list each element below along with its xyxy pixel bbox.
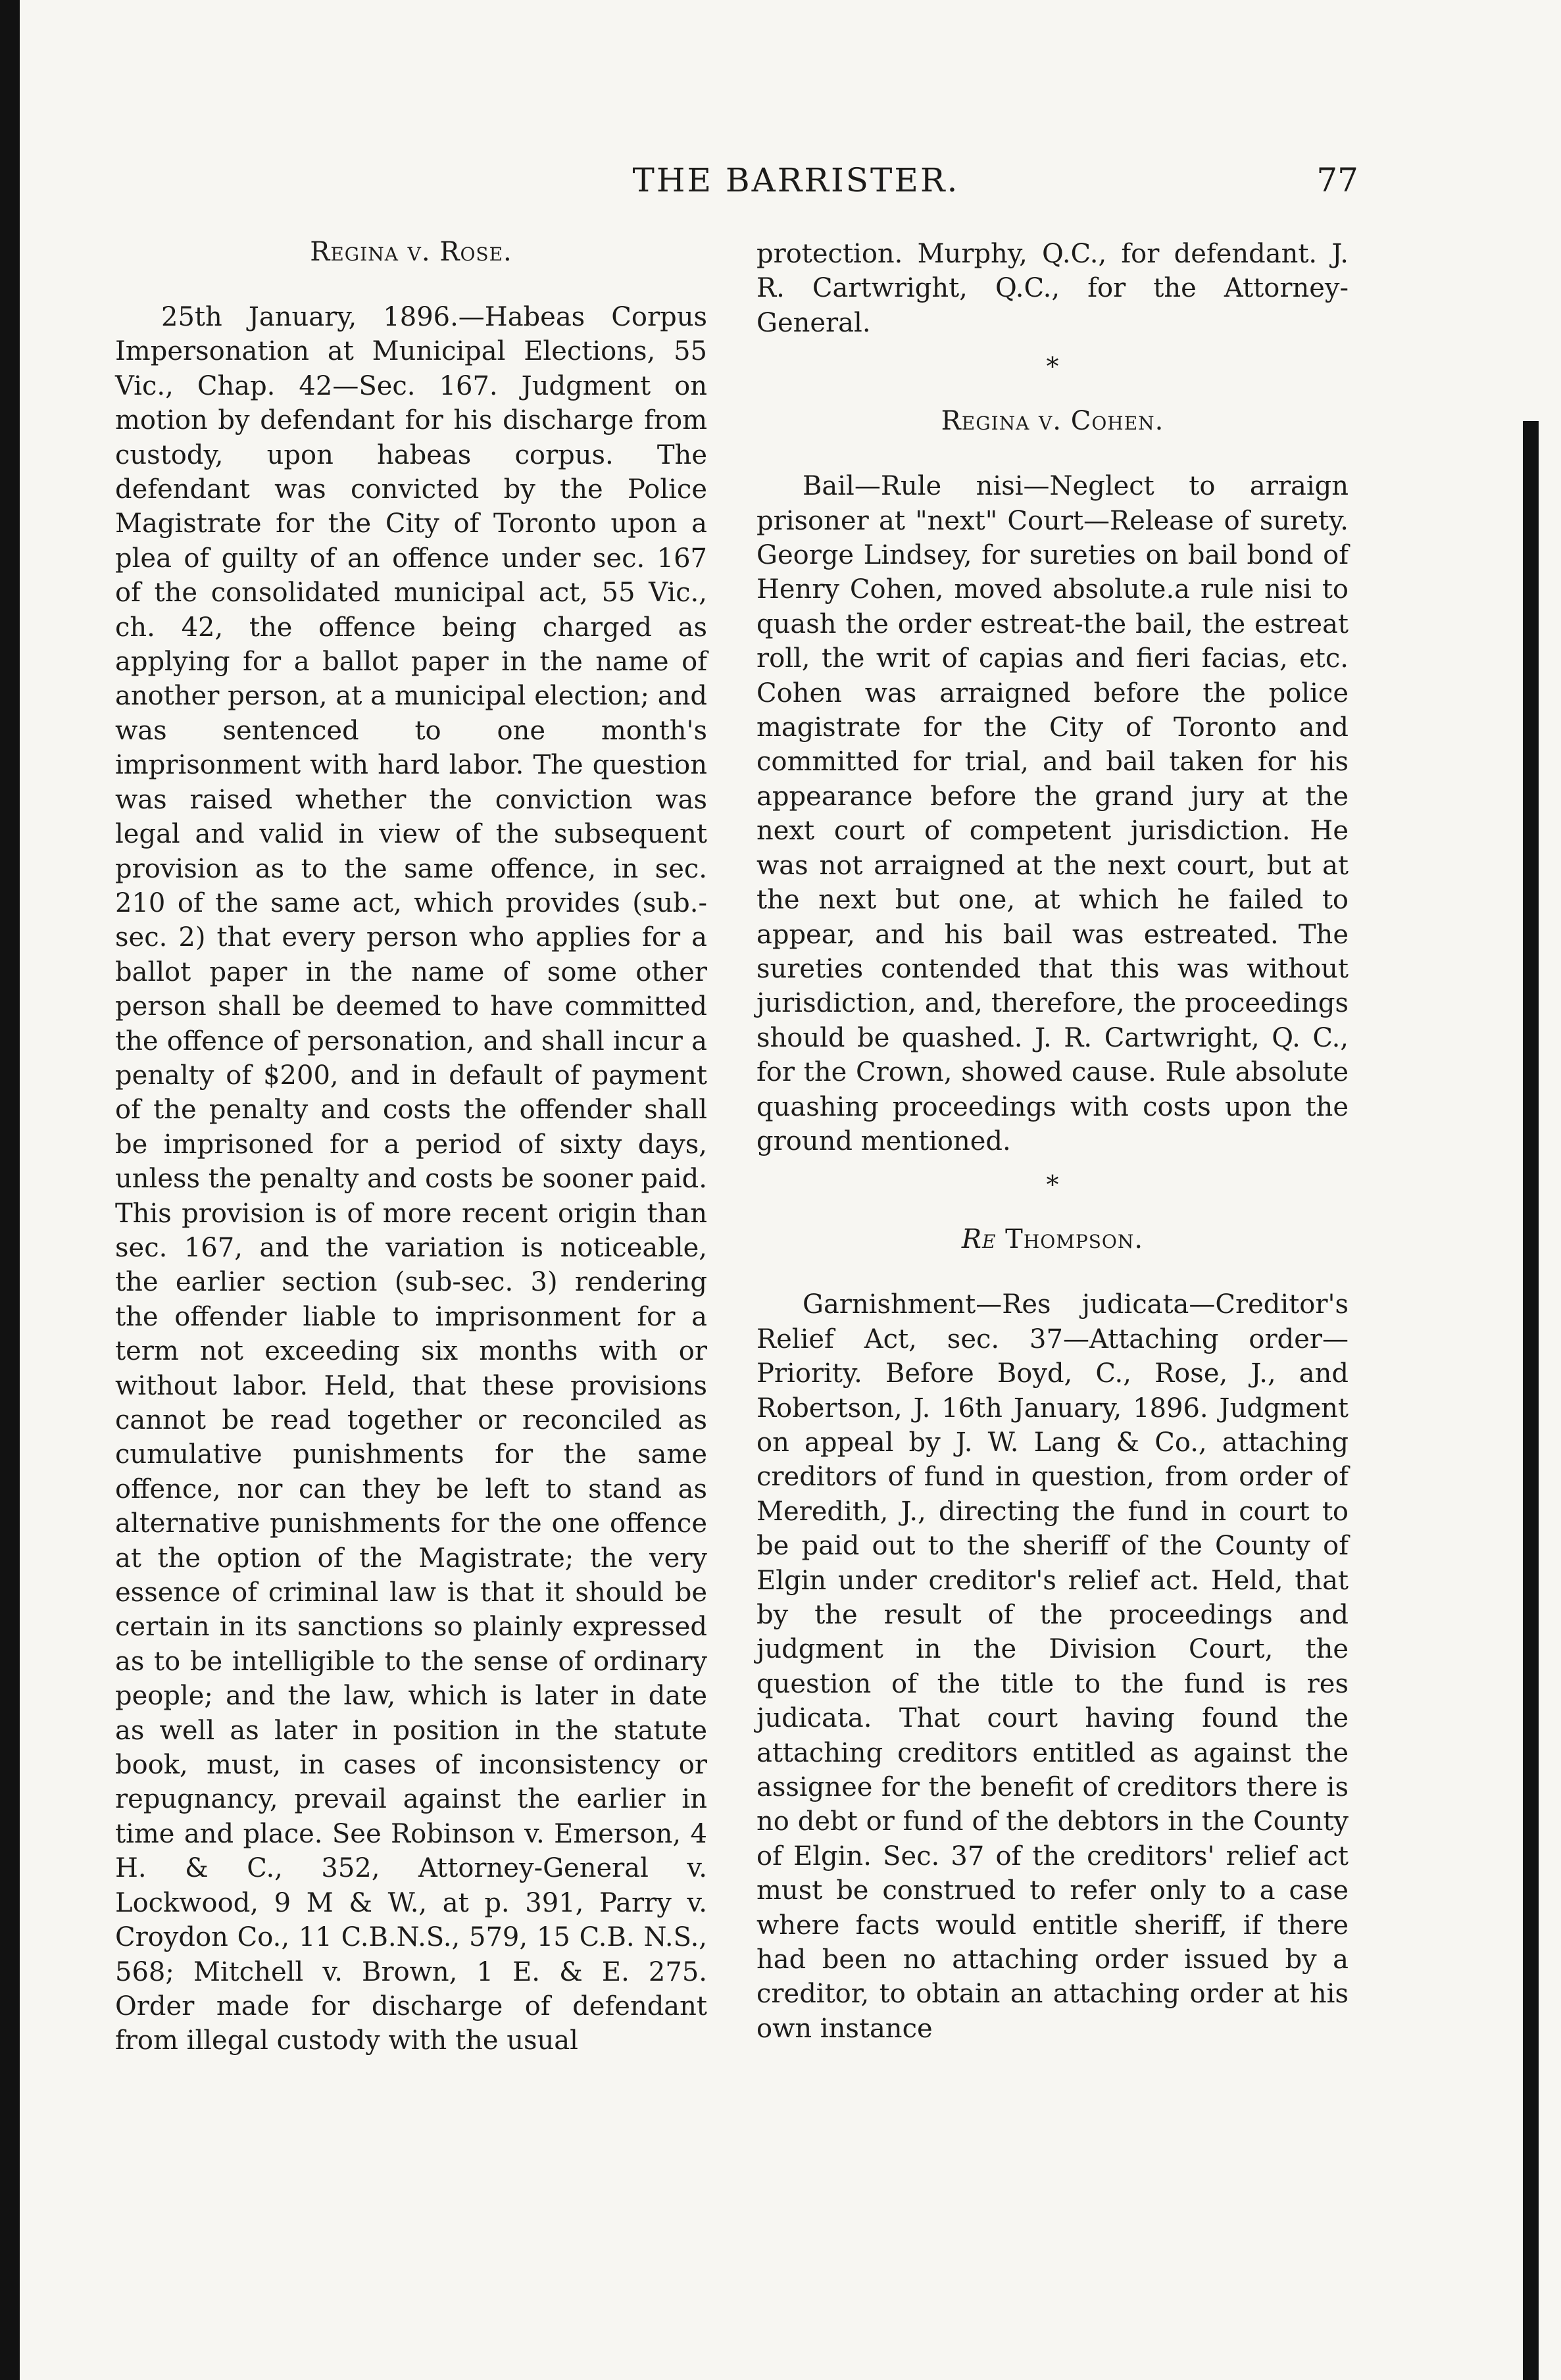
case-title-prefix: Re (961, 1224, 997, 1255)
left-column (115, 237, 707, 2058)
section-separator: * (1046, 352, 1059, 382)
case-body-regina-v-cohen: Bail—Rule nisi—Neglect to arraign prisoner at "next" Court—Release of surety. George Lindsey, for sureties on bail bond of Henry Cohen, moved absolute.a rule nisi to quash the order estreat-the bail, the estreat roll, the writ of capias and fieri facias, etc. Cohen was arraigned before the police magistrate for the City of Toronto and committed for trial, and bail taken for his appearance before the grand jury at the next court of competent jurisdiction. He was not arraigned at the next court, but at the next but one, at which he failed to appear, and his bail was estreated. The sureties contended that this was without jurisdiction, and, therefore, the proceedings should be quashed. J. R. Cartwright, Q. C., for the Crown, showed cause. Rule absolute quashing proceedings with costs upon the ground mentioned. (756, 471, 1349, 1156)
continued-text: protection. Murphy, Q.C., for defendant. J. R. Cartwright, Q.C., for the Attorney-General. (756, 239, 1349, 338)
case-title-re-thompson (756, 1224, 1349, 1254)
right-column (756, 237, 1349, 2046)
case-body-regina-v-rose: 25th January, 1896.—Habeas Corpus Impersonation at Municipal Elections, 55 Vic., Chap. 42—Sec. 167. Judgment on motion by defendant for his discharge from custody, upon habeas corpus. The defendant was convicted by the Police Magistrate for the City of Toronto upon a plea of guilty of an offence under sec. 167 of the consolidated municipal act, 55 Vic., ch. 42, the offence being charged as applying for a ballot paper in the name of another person, at a municipal election; and was sentenced to one month's imprisonment with hard labor. The question was raised whether the conviction was legal and valid in view of the subsequent provision as to the same offence, in sec. 210 of the same act, which provides (sub.-sec. 2) that every person who applies for a ballot paper in the name of some other person shall be deemed to have committed the offence of personation, and shall incur a penalty of $200, and in default of payment of the penalty and costs the offender shall be imprisoned for a period of sixty days, unless the penalty and costs be sooner paid. This provision is of more recent origin than sec. 167, and the variation is noticeable, the earlier section (sub-sec. 3) rendering the offender liable to imprisonment for a term not exceeding six months with or without labor. Held, that these provisions cannot be read together or reconciled as cumulative punishments for the same offence, nor can they be left to stand as alternative punishments for the one offence at the option of the Magistrate; the very essence of criminal law is that it should be certain in its sanctions so plainly expressed as to be intelligible to the sense of ordinary people; and the law, which is later in date as well as later in position in the statute book, must, in cases of inconsistency or repugnancy, prevail against the earlier in time and place. See Robinson v. Emerson, 4 H. & C., 352, Attorney-General v. Lockwood, 9 M & W., at p. 391, Parry v. Croydon Co., 11 C.B.N.S., 579, 15 C.B. N.S., 568; Mitchell v. Brown, 1 E. & E. 275. Order made for discharge of defendant from illegal custody with the usual (115, 302, 707, 2056)
binding-edge-right (1523, 421, 1539, 2380)
case-title-regina-v-rose: Regina v. Rose. (310, 237, 512, 267)
running-title: THE BARRISTER. (632, 161, 960, 199)
case-title-name: Thompson. (1005, 1224, 1144, 1255)
section-separator: * (1046, 1170, 1059, 1200)
binding-edge-left (0, 0, 20, 2380)
page-number: 77 (1316, 161, 1358, 199)
case-body-re-thompson: Garnishment—Res judicata—Creditor's Relief Act, sec. 37—Attaching order—Priority. Before Boyd, C., Rose, J., and Robertson, J. 16th January, 1896. Judgment on appeal by J. W. Lang & Co., attaching creditors of fund in question, from order of Meredith, J., directing the fund in court to be paid out to the sheriff of the County of Elgin under creditor's relief act. Held, that by the result of the proceedings and judgment in the Division Court, the question of the title to the fund is res judicata. That court having found the attaching creditors entitled as against the assignee for the benefit of creditors there is no debt or fund of the debtors in the County of Elgin. Sec. 37 of the creditors' relief act must be construed to refer only to a case where facts would entitle sheriff, if there had been no attaching order issued by a creditor, to obtain an attaching order at his own instance (756, 1289, 1349, 2044)
case-title-regina-v-cohen: Regina v. Cohen. (941, 406, 1164, 437)
